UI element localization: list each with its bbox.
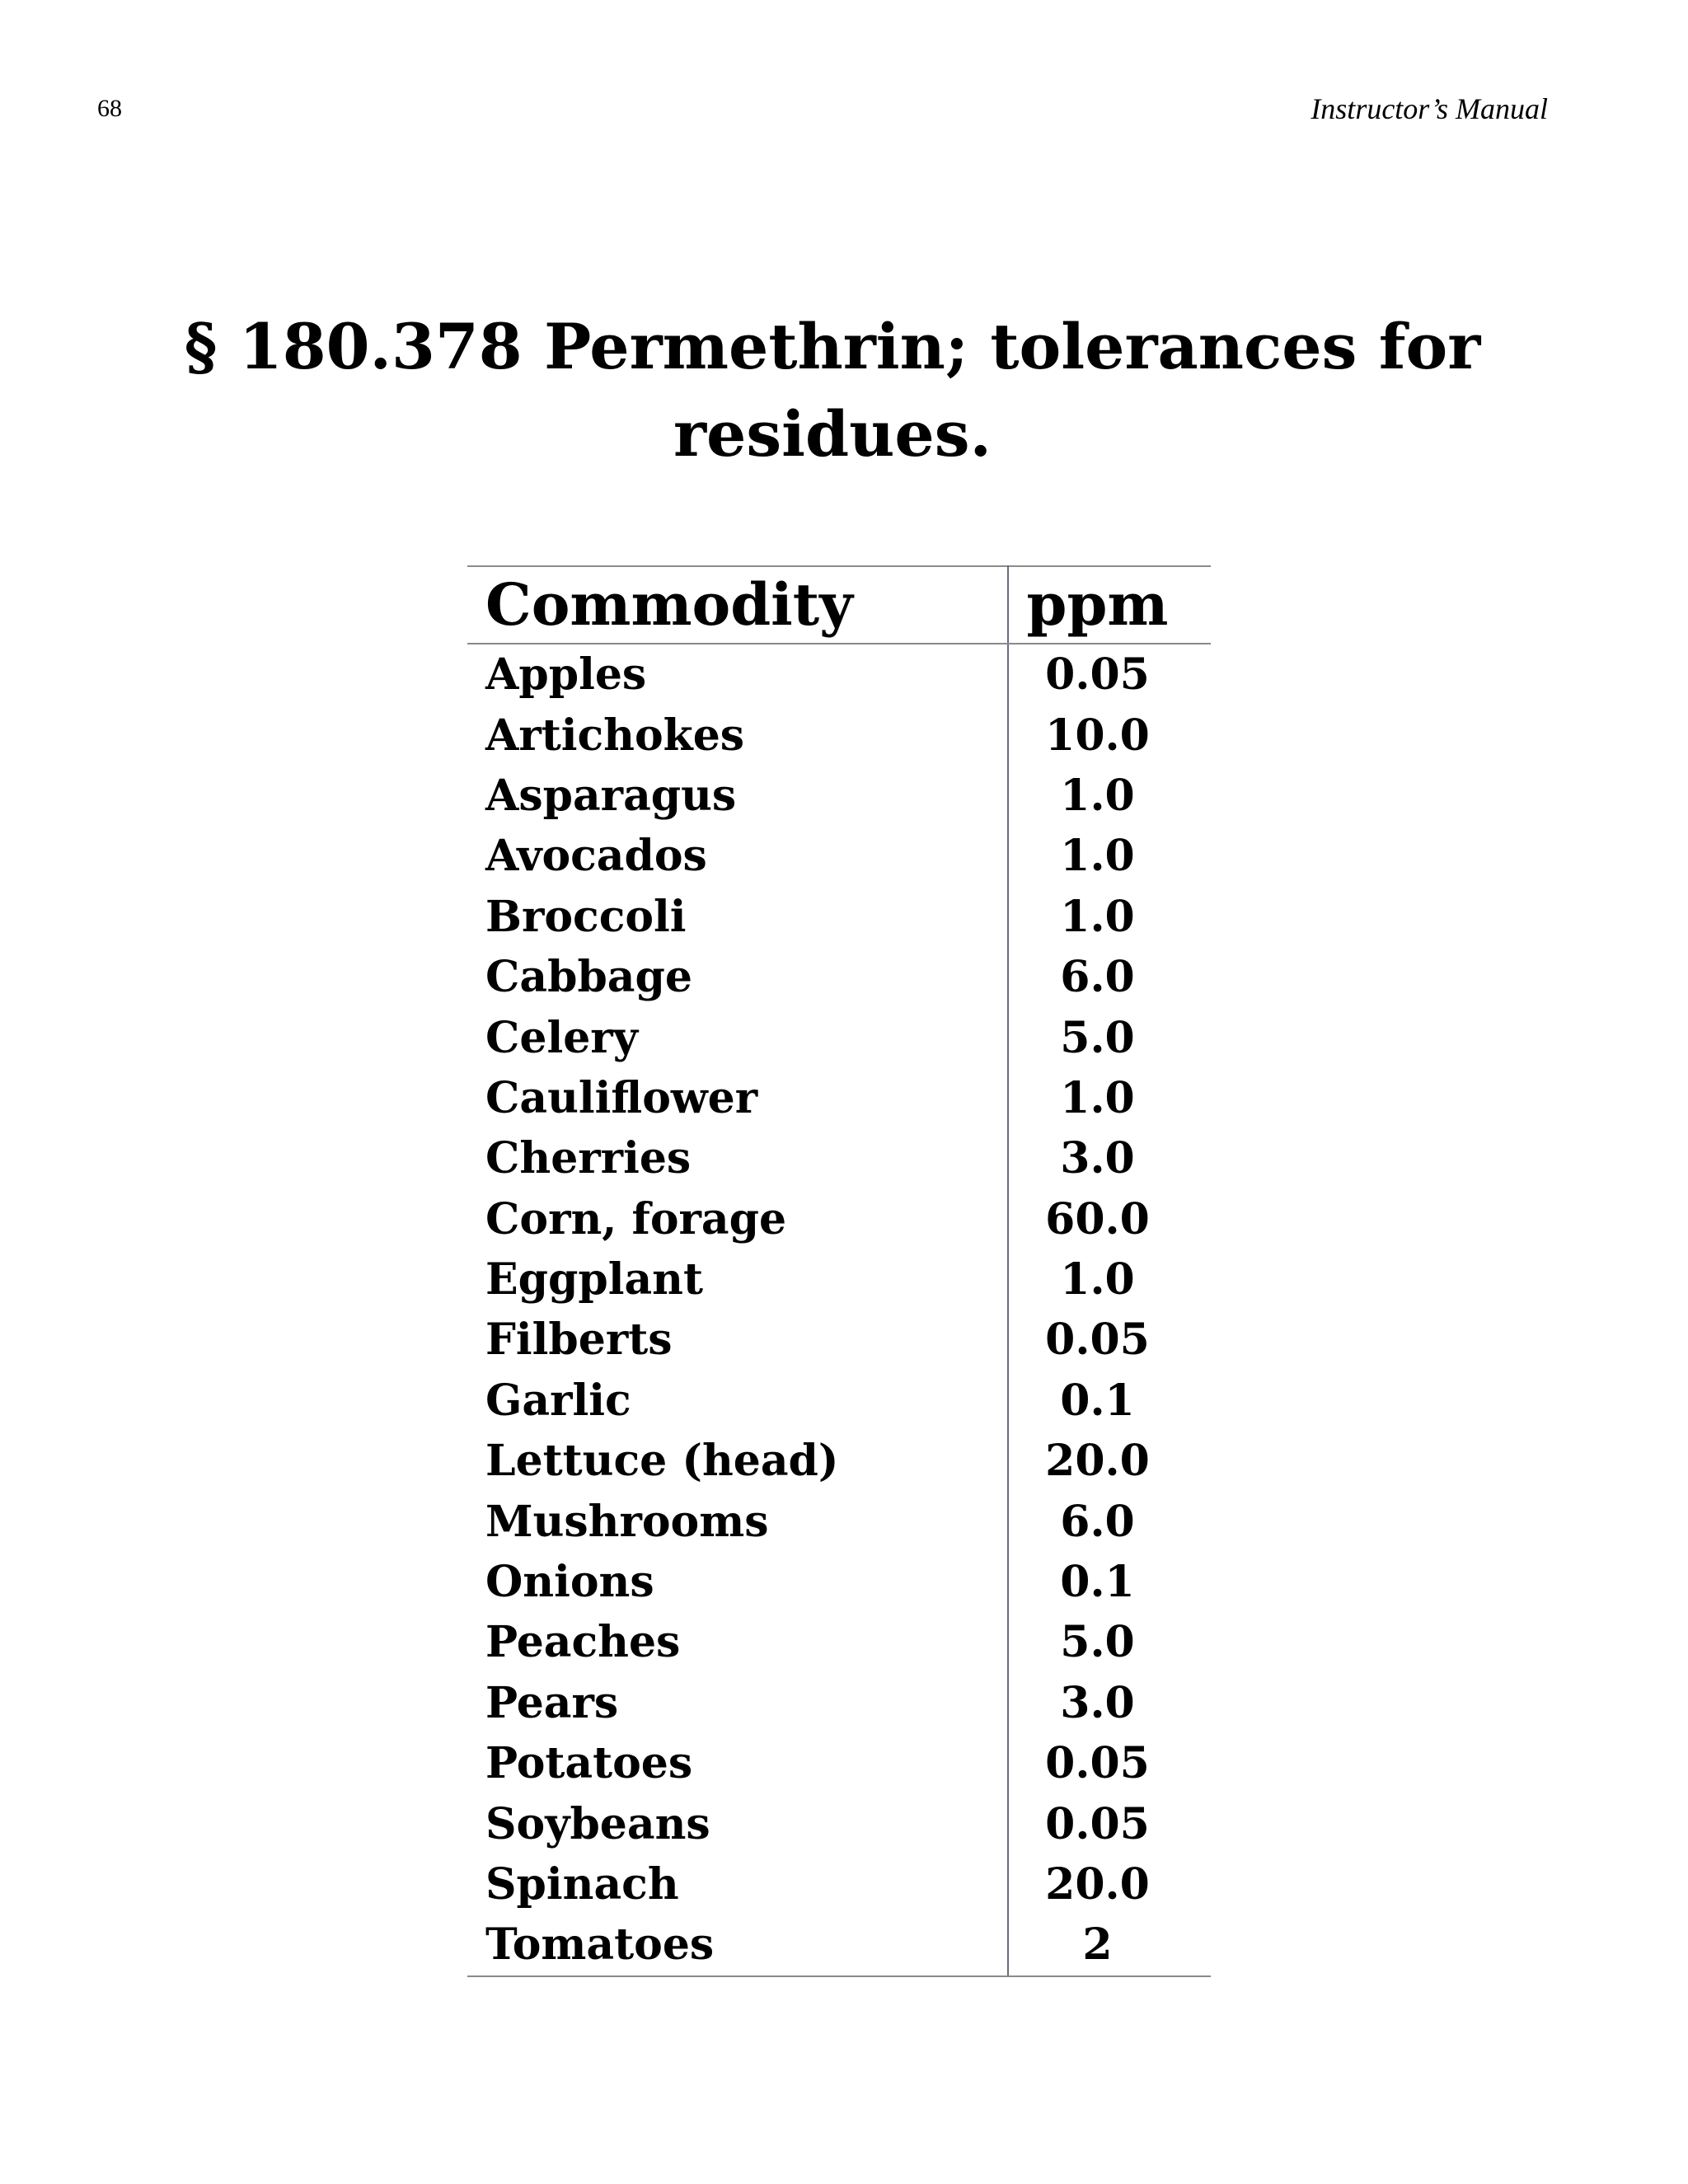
commodity-cell: Mushrooms <box>467 1491 1008 1551</box>
table-row <box>467 826 1211 886</box>
table-row <box>467 1007 1211 1067</box>
ppm-cell: 0.1 <box>1060 1375 1135 1426</box>
tolerance-table <box>467 565 1211 1977</box>
ppm-cell: 6.0 <box>1060 1496 1135 1547</box>
table-row <box>467 1793 1211 1854</box>
table-row <box>467 1128 1211 1188</box>
ppm-cell: 0.05 <box>1045 649 1150 701</box>
commodity-cell: Cauliflower <box>467 1068 1008 1128</box>
ppm-cell: 5.0 <box>1060 1617 1135 1668</box>
commodity-cell: Celery <box>467 1007 1008 1067</box>
commodity-cell: Pears <box>467 1673 1008 1733</box>
table-row <box>467 1612 1211 1672</box>
ppm-cell: 1.0 <box>1060 831 1135 882</box>
commodity-cell: Cherries <box>467 1128 1008 1188</box>
table-row <box>467 1249 1211 1310</box>
ppm-cell: 5.0 <box>1060 1012 1135 1063</box>
table-row <box>467 1491 1211 1551</box>
commodity-cell: Corn, forage <box>467 1189 1008 1249</box>
commodity-cell: Artichokes <box>467 705 1008 765</box>
running-head: Instructor’s Manual <box>1311 92 1548 125</box>
table-row <box>467 1189 1211 1249</box>
commodity-cell: Avocados <box>467 826 1008 886</box>
table-row <box>467 1371 1211 1431</box>
ppm-cell: 60.0 <box>1045 1193 1150 1244</box>
table-row <box>467 1431 1211 1491</box>
section-heading <box>115 303 1550 478</box>
table-row <box>467 644 1211 705</box>
ppm-cell: 20.0 <box>1045 1436 1150 1487</box>
table-row <box>467 1854 1211 1915</box>
ppm-cell: 0.05 <box>1045 1315 1150 1366</box>
table-row <box>467 1673 1211 1733</box>
ppm-cell: 10.0 <box>1045 710 1150 761</box>
table-row <box>467 1915 1211 1975</box>
commodity-cell: Tomatoes <box>467 1915 1008 1975</box>
ppm-cell: 2 <box>1008 1915 1211 1975</box>
commodity-cell: Garlic <box>467 1371 1008 1431</box>
commodity-cell: Peaches <box>467 1612 1008 1672</box>
ppm-cell: 20.0 <box>1045 1859 1150 1910</box>
table-body <box>467 644 1211 1976</box>
table-header-row <box>467 566 1211 644</box>
table-row <box>467 1733 1211 1793</box>
ppm-cell: 6.0 <box>1060 952 1135 1003</box>
table-row <box>467 947 1211 1007</box>
commodity-cell: Lettuce (head) <box>467 1431 1008 1491</box>
commodity-cell: Asparagus <box>467 766 1008 826</box>
commodity-column-header: Commodity <box>467 566 1008 644</box>
ppm-cell: 0.05 <box>1045 1738 1150 1789</box>
commodity-cell: Soybeans <box>467 1793 1008 1854</box>
ppm-cell: 1.0 <box>1060 1072 1135 1123</box>
commodity-cell: Spinach <box>467 1854 1008 1915</box>
page-number: 68 <box>97 95 122 122</box>
ppm-cell: 1.0 <box>1060 1254 1135 1305</box>
commodity-cell: Apples <box>467 644 1008 705</box>
table-row <box>467 1552 1211 1612</box>
ppm-cell: 1.0 <box>1060 770 1135 821</box>
commodity-cell: Filberts <box>467 1310 1008 1370</box>
commodity-cell: Broccoli <box>467 887 1008 947</box>
commodity-cell: Onions <box>467 1552 1008 1612</box>
ppm-cell: 3.0 <box>1060 1133 1135 1184</box>
ppm-cell: 0.1 <box>1060 1557 1135 1608</box>
table-row <box>467 1310 1211 1370</box>
ppm-cell: 3.0 <box>1060 1677 1135 1728</box>
commodity-cell: Eggplant <box>467 1249 1008 1310</box>
table-row <box>467 766 1211 826</box>
ppm-cell: 0.05 <box>1045 1798 1150 1849</box>
section-heading-line-2: residues. <box>673 397 992 471</box>
ppm-column-header: ppm <box>1008 566 1211 644</box>
section-heading-line-1: § 180.378 Permethrin; tolerances for <box>184 310 1481 383</box>
table-row <box>467 887 1211 947</box>
commodity-cell: Potatoes <box>467 1733 1008 1793</box>
commodity-cell: Cabbage <box>467 947 1008 1007</box>
ppm-cell: 1.0 <box>1060 891 1135 942</box>
table-row <box>467 705 1211 765</box>
table-row <box>467 1068 1211 1128</box>
